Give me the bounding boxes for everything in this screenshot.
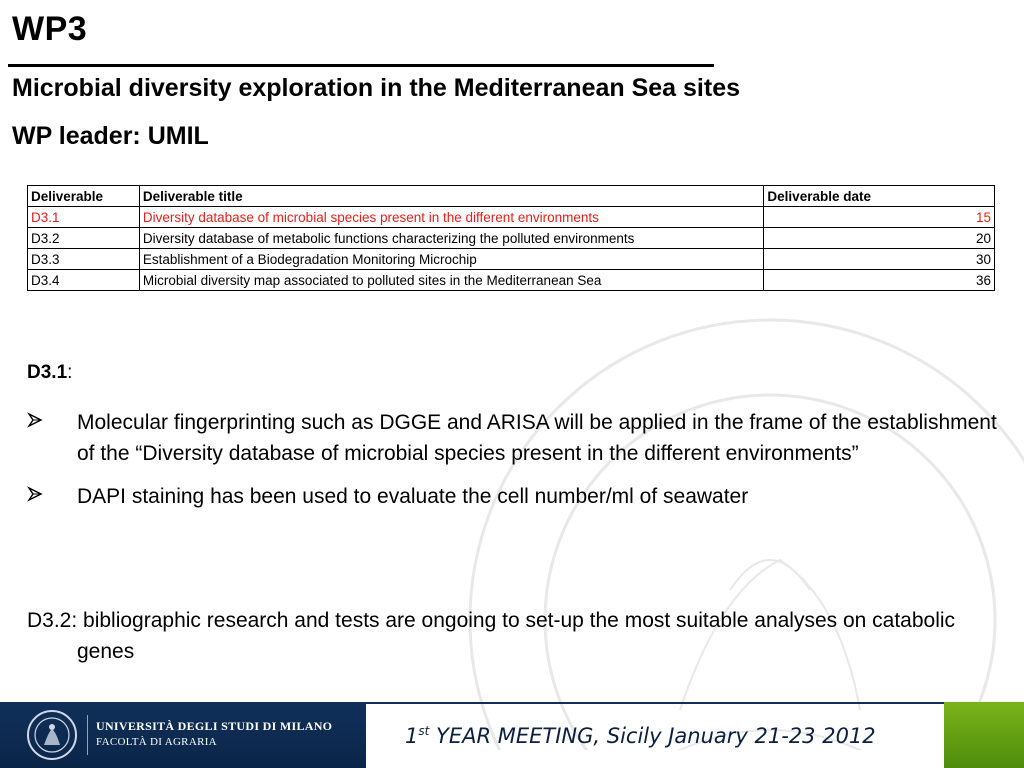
- faculty-name: FACOLTÀ DI AGRARIA: [96, 736, 217, 748]
- title-divider: [8, 64, 714, 67]
- deliverable-date: 15: [764, 207, 995, 228]
- deliverable-title: Diversity database of microbial species present in the different environments: [139, 207, 764, 228]
- meeting-text: YEAR MEETING, Sicily January 21-23 2012: [429, 724, 876, 748]
- bullet-text: DAPI staining has been used to evaluate the cell number/ml of seawater: [77, 485, 749, 508]
- column-header-title: Deliverable title: [139, 186, 764, 207]
- table-row: [28, 207, 995, 228]
- deliverable-id: D3.2: [28, 228, 140, 249]
- deliverable-date: 20: [764, 228, 995, 249]
- deliverable-id: D3.1: [28, 207, 140, 228]
- d31-bullet-list: [27, 408, 1007, 526]
- footer-rule: [366, 702, 944, 704]
- d31-heading: [27, 362, 72, 384]
- table-row: [28, 249, 995, 270]
- deliverable-title: Establishment of a Biodegradation Monitoring Microchip: [139, 249, 764, 270]
- bullet-arrow-icon: [27, 485, 45, 503]
- list-item: [27, 482, 1007, 513]
- deliverable-id: D3.3: [28, 249, 140, 270]
- slide-subtitle: Microbial diversity exploration in the Mediterranean Sea sites: [12, 74, 741, 102]
- wp-leader: WP leader: UMIL: [12, 122, 209, 150]
- deliverable-date: 36: [764, 270, 995, 291]
- banner-divider: [87, 715, 88, 755]
- list-item: [27, 408, 1007, 469]
- deliverable-title: Microbial diversity map associated to polluted sites in the Mediterranean Sea: [139, 270, 764, 291]
- column-header-deliverable: Deliverable: [28, 186, 140, 207]
- meeting-ordinal: st: [418, 724, 430, 738]
- deliverable-id: D3.4: [28, 270, 140, 291]
- d31-colon: :: [67, 362, 73, 383]
- table-row: [28, 270, 995, 291]
- green-accent-block: [944, 702, 1024, 768]
- table-row: [28, 228, 995, 249]
- university-banner: [0, 702, 366, 768]
- table-header-row: [28, 186, 995, 207]
- deliverables-table: [27, 185, 995, 291]
- meeting-caption: [405, 724, 876, 748]
- d31-label: D3.1: [27, 362, 68, 383]
- slide-title: WP3: [12, 10, 88, 48]
- slide-footer: [0, 702, 1024, 768]
- column-header-date: Deliverable date: [764, 186, 995, 207]
- university-seal-icon: [26, 709, 78, 761]
- d32-paragraph: D3.2: bibliographic research and tests are ongoing to set-up the most suitable analyses on catabolic genes: [27, 609, 956, 663]
- university-name: UNIVERSITÀ DEGLI STUDI DI MILANO: [96, 719, 333, 733]
- bullet-text: Molecular fingerprinting such as DGGE and ARISA will be applied in the frame of the establishment of the “Diversity database of microbial species present in the different environments”: [77, 411, 997, 465]
- deliverable-date: 30: [764, 249, 995, 270]
- meeting-number: 1: [405, 724, 419, 748]
- deliverable-title: Diversity database of metabolic functions characterizing the polluted environments: [139, 228, 764, 249]
- bullet-arrow-icon: [27, 411, 45, 429]
